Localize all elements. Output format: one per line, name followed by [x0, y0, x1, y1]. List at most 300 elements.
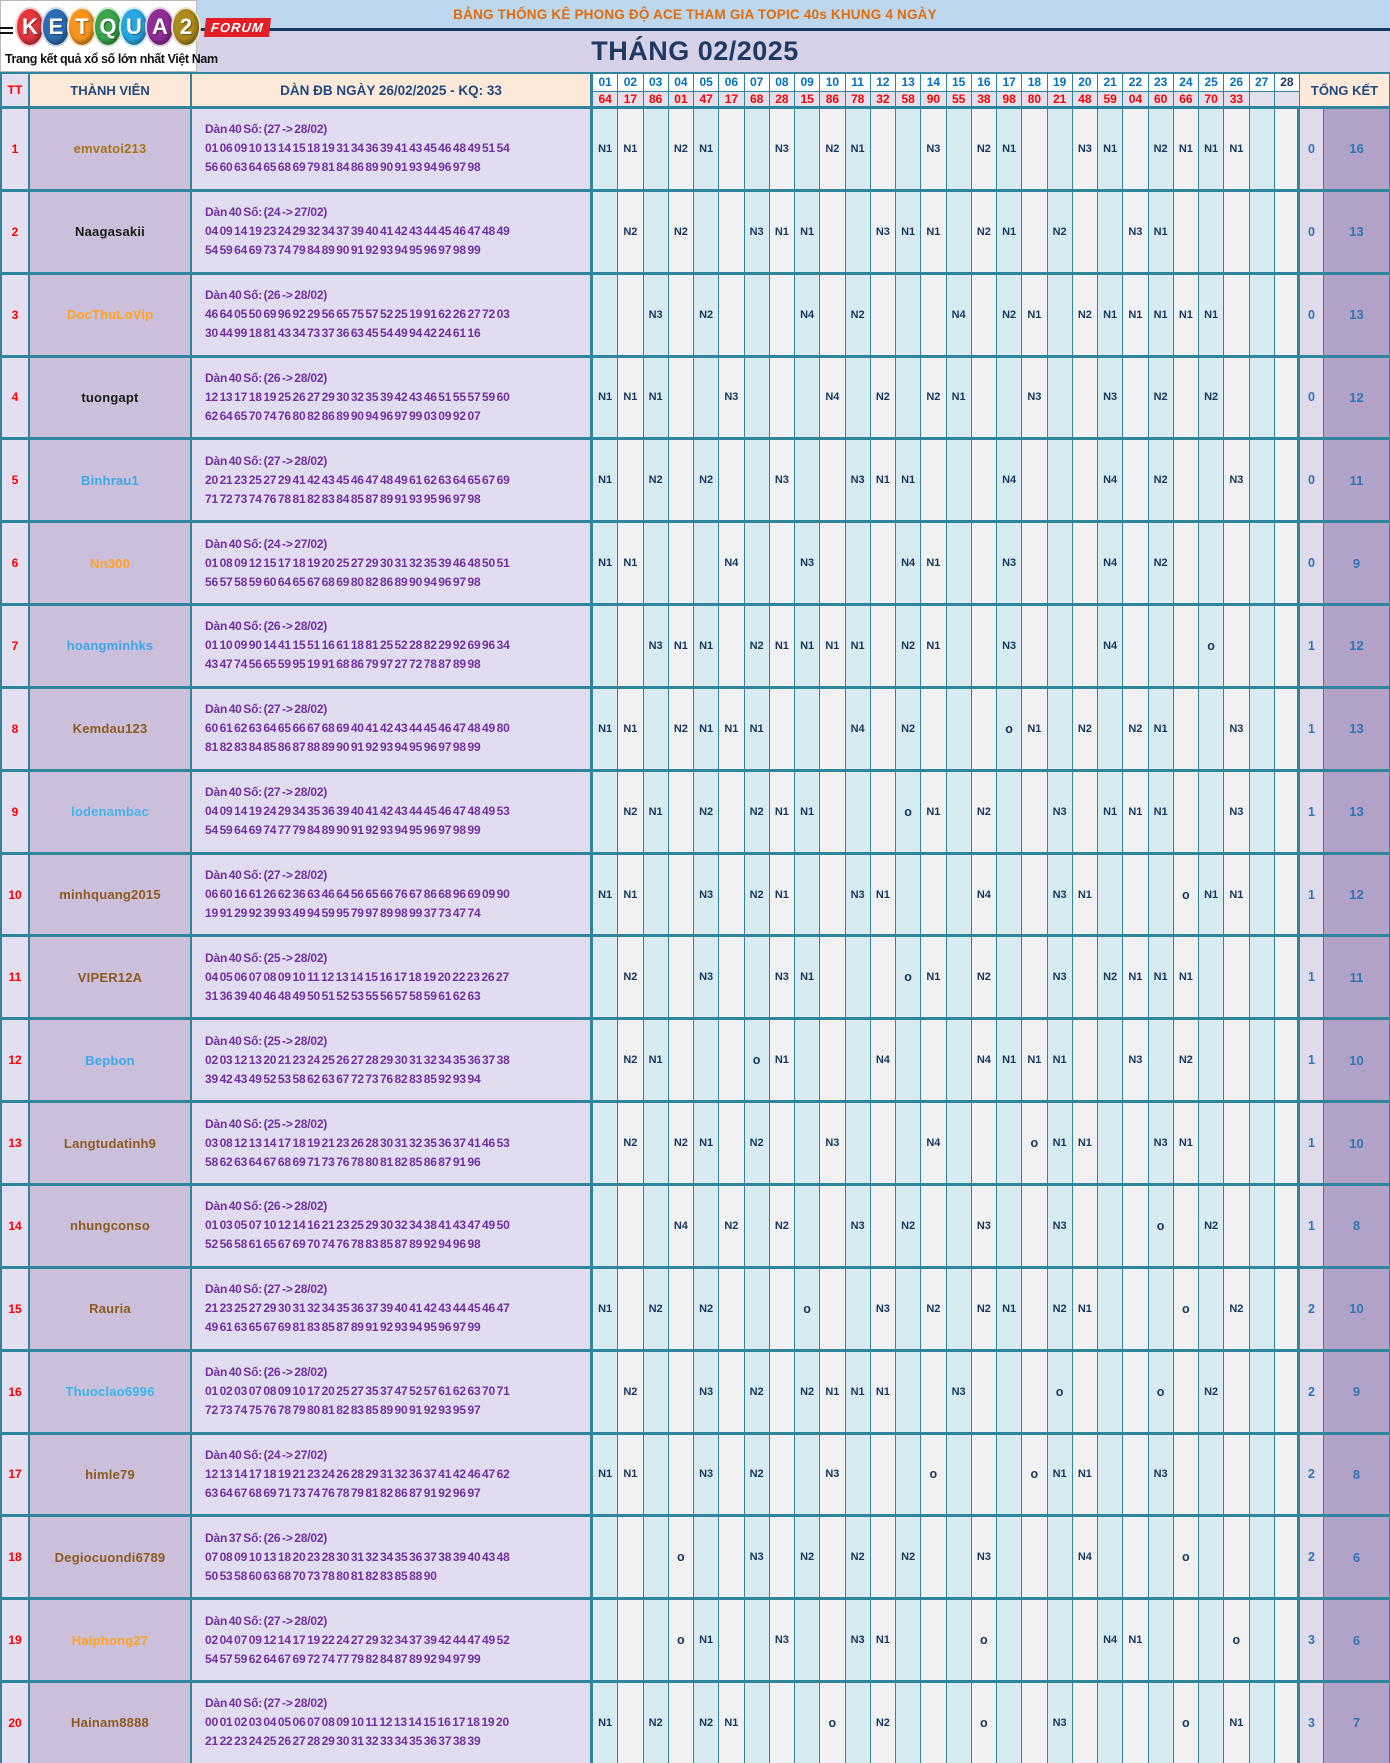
total-hit-count: 13 [1324, 192, 1390, 275]
logo-letter: U [119, 7, 149, 47]
hit-mark-cell: N2 [1098, 937, 1123, 1020]
mark-cell-empty [871, 937, 896, 1020]
hit-mark-cell: N1 [593, 109, 618, 192]
mark-cell-empty [1250, 275, 1275, 358]
mark-cell-empty [846, 523, 871, 606]
hit-mark-cell: N1 [1199, 855, 1224, 938]
hit-mark-cell: N4 [846, 689, 871, 772]
mark-cell-empty [871, 1103, 896, 1186]
row-number: 18 [2, 1517, 30, 1600]
mark-cell-empty [1022, 1269, 1047, 1352]
site-logo[interactable] [0, 0, 265, 72]
hit-mark-cell: N1 [1048, 1020, 1073, 1103]
hit-mark-cell: N2 [694, 1683, 719, 1763]
hit-mark-cell: N2 [618, 1352, 643, 1435]
hit-mark-cell: N2 [745, 772, 770, 855]
mark-cell-empty [947, 440, 972, 523]
dan-numbers-line1: 60 61 62 63 64 65 66 67 68 69 40 41 42 43 44 45 46 47 48 49 80 [205, 721, 510, 736]
member-name-link[interactable]: Naagasakii [30, 192, 192, 275]
day-result-value: 58 [896, 92, 921, 110]
mark-cell-empty [1224, 1517, 1249, 1600]
mark-cell-empty [745, 275, 770, 358]
miss-mark-cell: o [921, 1435, 946, 1518]
dan-title: Dàn 40 Số: (26 -> 28/02) [205, 288, 328, 303]
member-dan-cell [192, 440, 593, 523]
mark-cell-empty [1275, 109, 1300, 192]
member-row [2, 1517, 1390, 1600]
mark-cell-empty [1022, 440, 1047, 523]
mark-cell-empty [1174, 606, 1199, 689]
day-result-value: 38 [972, 92, 997, 110]
day-result-value: 90 [921, 92, 946, 110]
miss-mark-cell: o [972, 1600, 997, 1683]
dan-numbers-line1: 01 06 09 10 13 14 15 18 19 31 34 36 39 41 43 45 46 48 49 51 54 [205, 141, 510, 156]
mark-cell-empty [1149, 1600, 1174, 1683]
hit-mark-cell: N2 [669, 192, 694, 275]
mark-cell-empty [1250, 109, 1275, 192]
mark-cell-empty [1250, 772, 1275, 855]
hit-mark-cell: N2 [694, 772, 719, 855]
miss-mark-cell: o [1199, 606, 1224, 689]
hit-mark-cell: N2 [972, 109, 997, 192]
day-number-header: 06 [719, 74, 744, 92]
mark-cell-empty [1199, 1683, 1224, 1763]
mark-cell-empty [947, 1020, 972, 1103]
hit-mark-cell: N1 [1174, 937, 1199, 1020]
mark-cell-empty [669, 358, 694, 441]
dan-title: Dàn 40 Số: (27 -> 28/02) [205, 702, 328, 717]
mark-cell-empty [1123, 109, 1148, 192]
mark-cell-empty [1174, 1600, 1199, 1683]
member-name-link[interactable]: Hainam8888 [30, 1683, 192, 1763]
mark-cell-empty [921, 1186, 946, 1269]
mark-cell-empty [795, 440, 820, 523]
hit-mark-cell: N1 [795, 192, 820, 275]
miss-mark-cell: o [795, 1269, 820, 1352]
mark-cell-empty [871, 689, 896, 772]
hit-mark-cell: N1 [921, 606, 946, 689]
miss-mark-cell: o [1174, 855, 1199, 938]
hit-mark-cell: N1 [593, 523, 618, 606]
hit-mark-cell: N2 [896, 689, 921, 772]
mark-cell-empty [820, 1186, 845, 1269]
dan-numbers-line1: 02 04 07 09 12 14 17 19 22 24 27 29 32 34 37 39 42 44 47 49 52 [205, 1632, 510, 1647]
mark-cell-empty [745, 1186, 770, 1269]
member-row [2, 1683, 1390, 1763]
hit-mark-cell: N3 [997, 606, 1022, 689]
mark-cell-empty [1073, 192, 1098, 275]
row-number: 1 [2, 109, 30, 192]
hit-mark-cell: N3 [745, 1517, 770, 1600]
mark-cell-empty [871, 1435, 896, 1518]
day-result-value: 78 [846, 92, 871, 110]
mark-cell-empty [1275, 1435, 1300, 1518]
mark-cell-empty [896, 1269, 921, 1352]
hit-mark-cell: N1 [921, 192, 946, 275]
total-miss-count: 2 [1300, 1269, 1324, 1352]
hit-mark-cell: N3 [1048, 772, 1073, 855]
member-name-link[interactable]: nhungconso [30, 1186, 192, 1269]
hit-mark-cell: N1 [947, 358, 972, 441]
hit-mark-cell: N3 [1149, 1103, 1174, 1186]
hit-mark-cell: N2 [618, 192, 643, 275]
mark-cell-empty [1073, 1186, 1098, 1269]
mark-cell-empty [719, 275, 744, 358]
hit-mark-cell: N1 [846, 1352, 871, 1435]
mark-cell-empty [871, 772, 896, 855]
hit-mark-cell: N1 [1048, 1103, 1073, 1186]
hit-mark-cell: N1 [618, 855, 643, 938]
mark-cell-empty [1073, 772, 1098, 855]
mark-cell-empty [1199, 1517, 1224, 1600]
mark-cell-empty [1275, 1517, 1300, 1600]
mark-cell-empty [947, 1269, 972, 1352]
hit-mark-cell: N3 [770, 109, 795, 192]
day-number-header: 20 [1073, 74, 1098, 92]
hit-mark-cell: N2 [644, 1683, 669, 1763]
member-dan-cell [192, 689, 593, 772]
hit-mark-cell: N1 [1123, 1600, 1148, 1683]
day-number-header: 12 [871, 74, 896, 92]
hit-mark-cell: N1 [1073, 855, 1098, 938]
member-name-link[interactable]: Rauria [30, 1269, 192, 1352]
total-miss-count: 1 [1300, 855, 1324, 938]
hit-mark-cell: N3 [745, 192, 770, 275]
dan-numbers-line2: 19 91 29 92 39 93 49 94 59 95 79 97 89 98 99 37 73 47 74 [205, 906, 481, 921]
hit-mark-cell: N1 [593, 1683, 618, 1763]
hit-mark-cell: N1 [921, 772, 946, 855]
day-result-value: 04 [1123, 92, 1148, 110]
mark-cell-empty [1275, 1020, 1300, 1103]
hit-mark-cell: N2 [1073, 689, 1098, 772]
hit-mark-cell: N1 [795, 606, 820, 689]
hit-mark-cell: N1 [1048, 1435, 1073, 1518]
mark-cell-empty [1250, 1103, 1275, 1186]
member-name-link[interactable]: Kemdau123 [30, 689, 192, 772]
mark-cell-empty [1275, 1103, 1300, 1186]
hit-mark-cell: N1 [770, 192, 795, 275]
mark-cell-empty [1275, 358, 1300, 441]
mark-cell-empty [795, 689, 820, 772]
row-number: 5 [2, 440, 30, 523]
mark-cell-empty [593, 1186, 618, 1269]
day-number-header: 22 [1123, 74, 1148, 92]
mark-cell-empty [770, 523, 795, 606]
mark-cell-empty [1098, 1352, 1123, 1435]
mark-cell-empty [644, 937, 669, 1020]
mark-cell-empty [669, 1269, 694, 1352]
dan-numbers-line2: 54 59 64 69 73 74 79 84 89 90 91 92 93 94 95 96 97 98 99 [205, 243, 481, 258]
member-name-link[interactable]: tuongapt [30, 358, 192, 441]
hit-mark-cell: N2 [1199, 1186, 1224, 1269]
hit-mark-cell: N1 [618, 1435, 643, 1518]
mark-cell-empty [644, 523, 669, 606]
member-name-link[interactable]: hoangminhks [30, 606, 192, 689]
mark-cell-empty [1149, 1517, 1174, 1600]
mark-cell-empty [1174, 1186, 1199, 1269]
mark-cell-empty [1123, 1517, 1148, 1600]
mark-cell-empty [795, 1683, 820, 1763]
mark-cell-empty [719, 937, 744, 1020]
mark-cell-empty [694, 523, 719, 606]
mark-cell-empty [1250, 523, 1275, 606]
member-row [2, 1269, 1390, 1352]
dan-numbers-line2: 58 62 63 64 67 68 69 71 73 76 78 80 81 82 85 86 87 91 96 [205, 1154, 481, 1169]
mark-cell-empty [1073, 1020, 1098, 1103]
member-name-link[interactable]: emvatoi213 [30, 109, 192, 192]
mark-cell-empty [820, 523, 845, 606]
total-miss-count: 0 [1300, 440, 1324, 523]
mark-cell-empty [921, 1020, 946, 1103]
member-dan-cell [192, 1103, 593, 1186]
hit-mark-cell: N1 [795, 937, 820, 1020]
mark-cell-empty [846, 358, 871, 441]
mark-cell-empty [972, 358, 997, 441]
day-result-value: 28 [770, 92, 795, 110]
member-name-link[interactable]: Haiphong27 [30, 1600, 192, 1683]
mark-cell-empty [644, 192, 669, 275]
member-name-link[interactable]: Nn300 [30, 523, 192, 606]
dan-numbers-line1: 12 13 14 17 18 19 21 23 24 26 28 29 31 32 36 37 41 42 46 47 62 [205, 1466, 510, 1481]
member-row [2, 1352, 1390, 1435]
dan-numbers-line2: 31 36 39 40 46 48 49 50 51 52 53 55 56 57 58 59 61 62 63 [205, 988, 481, 1003]
hit-mark-cell: N2 [921, 358, 946, 441]
mark-cell-empty [1250, 192, 1275, 275]
hit-mark-cell: N3 [770, 937, 795, 1020]
dan-numbers-line2: 63 64 67 68 69 71 73 74 76 78 79 81 82 86 87 91 92 96 97 [205, 1485, 481, 1500]
hit-mark-cell: N2 [896, 1186, 921, 1269]
member-name-link[interactable]: Langtudatinh9 [30, 1103, 192, 1186]
hit-mark-cell: N2 [846, 275, 871, 358]
mark-cell-empty [1022, 523, 1047, 606]
member-dan-cell [192, 1435, 593, 1518]
hit-mark-cell: N2 [896, 606, 921, 689]
mark-cell-empty [921, 275, 946, 358]
mark-cell-empty [972, 1103, 997, 1186]
mark-cell-empty [1098, 1435, 1123, 1518]
dan-title: Dàn 40 Số: (27 -> 28/02) [205, 1613, 328, 1628]
hit-mark-cell: N1 [1073, 1269, 1098, 1352]
hit-mark-cell: N1 [846, 109, 871, 192]
hit-mark-cell: N1 [644, 1020, 669, 1103]
mark-cell-empty [1149, 1269, 1174, 1352]
hit-mark-cell: N3 [1149, 1435, 1174, 1518]
mark-cell-empty [997, 937, 1022, 1020]
mark-cell-empty [1098, 1517, 1123, 1600]
total-miss-count: 0 [1300, 358, 1324, 441]
member-row [2, 937, 1390, 1020]
mark-cell-empty [795, 358, 820, 441]
day-result-value: 15 [795, 92, 820, 110]
mark-cell-empty [1275, 606, 1300, 689]
hit-mark-cell: N3 [1048, 1186, 1073, 1269]
mark-cell-empty [644, 855, 669, 938]
row-number: 15 [2, 1269, 30, 1352]
mark-cell-empty [896, 1020, 921, 1103]
day-number-header: 14 [921, 74, 946, 92]
mark-cell-empty [1250, 1517, 1275, 1600]
hit-mark-cell: N2 [669, 1103, 694, 1186]
mark-cell-empty [896, 358, 921, 441]
hit-mark-cell: N3 [947, 1352, 972, 1435]
miss-mark-cell: o [1149, 1352, 1174, 1435]
logo-letters [1, 1, 265, 49]
hit-mark-cell: N1 [1199, 275, 1224, 358]
mark-cell-empty [997, 1683, 1022, 1763]
dan-numbers-line2: 39 42 43 49 52 53 58 62 63 67 72 73 76 82 83 85 92 93 94 [205, 1071, 481, 1086]
hit-mark-cell: N1 [1022, 1020, 1047, 1103]
total-hit-count: 7 [1324, 1683, 1390, 1763]
hit-mark-cell: N4 [972, 855, 997, 938]
mark-cell-empty [947, 689, 972, 772]
logo-letter: K [15, 7, 45, 47]
hit-mark-cell: N3 [644, 606, 669, 689]
mark-cell-empty [1073, 937, 1098, 1020]
member-name-link[interactable]: Bepbon [30, 1020, 192, 1103]
total-hit-count: 11 [1324, 937, 1390, 1020]
mark-cell-empty [644, 689, 669, 772]
mark-cell-empty [644, 1352, 669, 1435]
mark-cell-empty [997, 1517, 1022, 1600]
mark-cell-empty [669, 1352, 694, 1435]
hit-mark-cell: N4 [719, 523, 744, 606]
day-number-header: 27 [1250, 74, 1275, 92]
member-name-link[interactable]: minhquang2015 [30, 855, 192, 938]
hit-mark-cell: N3 [972, 1517, 997, 1600]
member-name-link[interactable]: Thuoclao6996 [30, 1352, 192, 1435]
mark-cell-empty [921, 1352, 946, 1435]
day-number-header: 05 [694, 74, 719, 92]
mark-cell-empty [1048, 358, 1073, 441]
mark-cell-empty [669, 1435, 694, 1518]
mark-cell-empty [1123, 606, 1148, 689]
total-miss-count: 3 [1300, 1600, 1324, 1683]
day-number-header: 28 [1275, 74, 1300, 92]
hit-mark-cell: N2 [669, 109, 694, 192]
dan-title: Dàn 40 Số: (27 -> 28/02) [205, 1696, 328, 1711]
day-number-header: 24 [1174, 74, 1199, 92]
mark-cell-empty [795, 1103, 820, 1186]
mark-cell-empty [896, 1103, 921, 1186]
member-row [2, 440, 1390, 523]
member-name-link[interactable]: himle79 [30, 1435, 192, 1518]
mark-cell-empty [1022, 937, 1047, 1020]
hit-mark-cell: N1 [719, 689, 744, 772]
total-miss-count: 1 [1300, 772, 1324, 855]
mark-cell-empty [1098, 1269, 1123, 1352]
hit-mark-cell: N1 [694, 606, 719, 689]
member-name-link[interactable]: Degiocuondi6789 [30, 1517, 192, 1600]
mark-cell-empty [745, 109, 770, 192]
mark-cell-empty [1224, 937, 1249, 1020]
dan-numbers-line2: 30 44 99 18 81 43 34 73 37 36 63 45 54 49 94 42 24 61 16 [205, 326, 481, 341]
day-result-value: 59 [1098, 92, 1123, 110]
miss-mark-cell: o [669, 1600, 694, 1683]
mark-cell-empty [593, 1352, 618, 1435]
member-name-link[interactable]: VIPER12A [30, 937, 192, 1020]
day-number-header: 07 [745, 74, 770, 92]
logo-letter: Q [93, 7, 123, 47]
member-name-link[interactable]: lodenambac [30, 772, 192, 855]
hit-mark-cell: N2 [871, 358, 896, 441]
hit-mark-cell: N2 [921, 1269, 946, 1352]
total-hit-count: 13 [1324, 772, 1390, 855]
mark-cell-empty [770, 1352, 795, 1435]
mark-cell-empty [947, 937, 972, 1020]
member-row [2, 275, 1390, 358]
hit-mark-cell: N2 [1224, 1269, 1249, 1352]
mark-cell-empty [947, 606, 972, 689]
mark-cell-empty [896, 1352, 921, 1435]
total-miss-count: 0 [1300, 192, 1324, 275]
hit-mark-cell: N4 [795, 275, 820, 358]
mark-cell-empty [896, 1600, 921, 1683]
hit-mark-cell: N4 [972, 1020, 997, 1103]
member-name-link[interactable]: DocThuLoVip [30, 275, 192, 358]
dan-title: Dàn 40 Số: (27 -> 28/02) [205, 785, 328, 800]
hit-mark-cell: N1 [795, 772, 820, 855]
mark-cell-empty [719, 606, 744, 689]
hit-mark-cell: N2 [719, 1186, 744, 1269]
mark-cell-empty [997, 855, 1022, 938]
dan-numbers-line2: 72 73 74 75 76 78 79 80 81 82 83 85 89 90 91 92 93 95 97 [205, 1403, 481, 1418]
member-dan-cell [192, 855, 593, 938]
hit-mark-cell: N3 [694, 855, 719, 938]
hit-mark-cell: N3 [1224, 440, 1249, 523]
mark-cell-empty [719, 1269, 744, 1352]
hit-mark-cell: N2 [1073, 275, 1098, 358]
row-number: 2 [2, 192, 30, 275]
mark-cell-empty [1224, 1020, 1249, 1103]
hit-mark-cell: N3 [820, 1435, 845, 1518]
member-name-link[interactable]: Binhrau1 [30, 440, 192, 523]
hit-mark-cell: N3 [1022, 358, 1047, 441]
mark-cell-empty [1098, 1103, 1123, 1186]
mark-cell-empty [1022, 1517, 1047, 1600]
mark-cell-empty [719, 1517, 744, 1600]
mark-cell-empty [997, 1600, 1022, 1683]
column-header-tt: TT [2, 74, 30, 109]
mark-cell-empty [1174, 772, 1199, 855]
hit-mark-cell: N3 [972, 1186, 997, 1269]
hit-mark-cell: N1 [1073, 1103, 1098, 1186]
hit-mark-cell: N2 [1199, 358, 1224, 441]
mark-cell-empty [1224, 606, 1249, 689]
member-dan-cell [192, 523, 593, 606]
dan-numbers-line1: 04 09 14 19 24 29 34 35 36 39 40 41 42 43 44 45 46 47 48 49 53 [205, 804, 510, 819]
hit-mark-cell: N2 [694, 440, 719, 523]
hit-mark-cell: N2 [644, 1269, 669, 1352]
hit-mark-cell: N3 [846, 1186, 871, 1269]
miss-mark-cell: o [972, 1683, 997, 1763]
hit-mark-cell: N2 [972, 1269, 997, 1352]
hit-mark-cell: N2 [1123, 689, 1148, 772]
mark-cell-empty [1174, 358, 1199, 441]
member-dan-cell [192, 606, 593, 689]
mark-cell-empty [1275, 1683, 1300, 1763]
hit-mark-cell: N2 [745, 1435, 770, 1518]
mark-cell-empty [669, 1683, 694, 1763]
day-number-header: 25 [1199, 74, 1224, 92]
mark-cell-empty [1048, 1517, 1073, 1600]
hit-mark-cell: N4 [997, 440, 1022, 523]
mark-cell-empty [1048, 440, 1073, 523]
hit-mark-cell: N2 [972, 937, 997, 1020]
hit-mark-cell: N3 [694, 1435, 719, 1518]
hit-mark-cell: N1 [1098, 109, 1123, 192]
day-result-value: 17 [719, 92, 744, 110]
mark-cell-empty [618, 1517, 643, 1600]
